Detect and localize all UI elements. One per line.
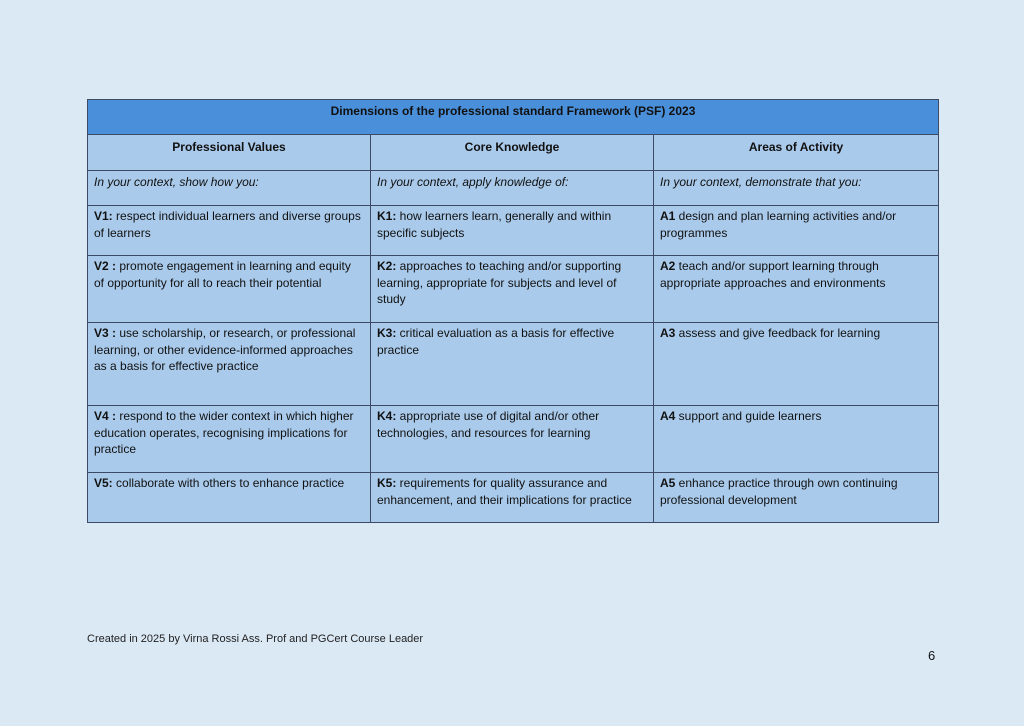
- activity-cell-a1: [654, 206, 939, 256]
- value-cell-v5: [88, 473, 371, 523]
- psf-dimensions-table: [87, 99, 939, 523]
- table-row: [88, 406, 939, 473]
- table-row: [88, 323, 939, 406]
- activity-cell-a2: [654, 256, 939, 323]
- knowledge-code: K5:: [377, 476, 397, 490]
- knowledge-cell-k3: [371, 323, 654, 406]
- value-cell-v2: [88, 256, 371, 323]
- header-professional-values: Professional Values: [88, 135, 371, 171]
- value-code: V1:: [94, 209, 113, 223]
- value-code: V5:: [94, 476, 113, 490]
- value-text: promote engagement in learning and equity of opportunity for all to reach their potential: [94, 259, 351, 290]
- knowledge-cell-k2: [371, 256, 654, 323]
- table-row: [88, 206, 939, 256]
- value-text: collaborate with others to enhance practice: [112, 476, 345, 490]
- header-core-knowledge: Core Knowledge: [371, 135, 654, 171]
- value-cell-v3: [88, 323, 371, 406]
- value-code: V4 :: [94, 409, 117, 423]
- activity-code: A2: [660, 259, 676, 273]
- footer-credit: Created in 2025 by Virna Rossi Ass. Prof and PGCert Course Leader: [87, 633, 424, 645]
- knowledge-text: approaches to teaching and/or supporting learning, appropriate for subjects and level of study: [377, 259, 622, 306]
- activity-code: A1: [660, 209, 676, 223]
- table-title-row: [88, 100, 939, 135]
- activity-text: support and guide learners: [675, 409, 822, 423]
- activity-text: assess and give feedback for learning: [675, 326, 881, 340]
- context-values: In your context, show how you:: [88, 171, 371, 206]
- knowledge-text: requirements for quality assurance and enhancement, and their implications for practice: [377, 476, 632, 507]
- value-cell-v1: [88, 206, 371, 256]
- value-text: use scholarship, or research, or professional learning, or other evidence-informed approaches as a basis for effective practice: [94, 326, 356, 373]
- value-code: V2 :: [94, 259, 117, 273]
- page-number: 6: [928, 648, 936, 663]
- header-areas-of-activity: Areas of Activity: [654, 135, 939, 171]
- knowledge-code: K1:: [377, 209, 397, 223]
- table-header-row: [88, 135, 939, 171]
- activity-code: A3: [660, 326, 676, 340]
- activity-code: A5: [660, 476, 676, 490]
- knowledge-cell-k4: [371, 406, 654, 473]
- knowledge-cell-k5: [371, 473, 654, 523]
- value-code: V3 :: [94, 326, 117, 340]
- knowledge-cell-k1: [371, 206, 654, 256]
- context-knowledge: In your context, apply knowledge of:: [371, 171, 654, 206]
- table-row: [88, 256, 939, 323]
- activity-text: enhance practice through own continuing professional development: [660, 476, 898, 507]
- activity-cell-a3: [654, 323, 939, 406]
- value-text: respect individual learners and diverse groups of learners: [94, 209, 361, 240]
- table-title: Dimensions of the professional standard Framework (PSF) 2023: [88, 100, 939, 135]
- value-text: respond to the wider context in which higher education operates, recognising implications for practice: [94, 409, 354, 456]
- knowledge-text: appropriate use of digital and/or other technologies, and resources for learning: [377, 409, 600, 440]
- value-cell-v4: [88, 406, 371, 473]
- table-row: [88, 473, 939, 523]
- activity-cell-a4: [654, 406, 939, 473]
- activity-text: teach and/or support learning through appropriate approaches and environments: [660, 259, 886, 290]
- knowledge-code: K3:: [377, 326, 397, 340]
- context-row: [88, 171, 939, 206]
- context-activity: In your context, demonstrate that you:: [654, 171, 939, 206]
- knowledge-text: how learners learn, generally and within specific subjects: [377, 209, 612, 240]
- activity-text: design and plan learning activities and/or programmes: [660, 209, 897, 240]
- activity-code: A4: [660, 409, 676, 423]
- knowledge-code: K4:: [377, 409, 397, 423]
- knowledge-text: critical evaluation as a basis for effective practice: [377, 326, 615, 357]
- knowledge-code: K2:: [377, 259, 397, 273]
- activity-cell-a5: [654, 473, 939, 523]
